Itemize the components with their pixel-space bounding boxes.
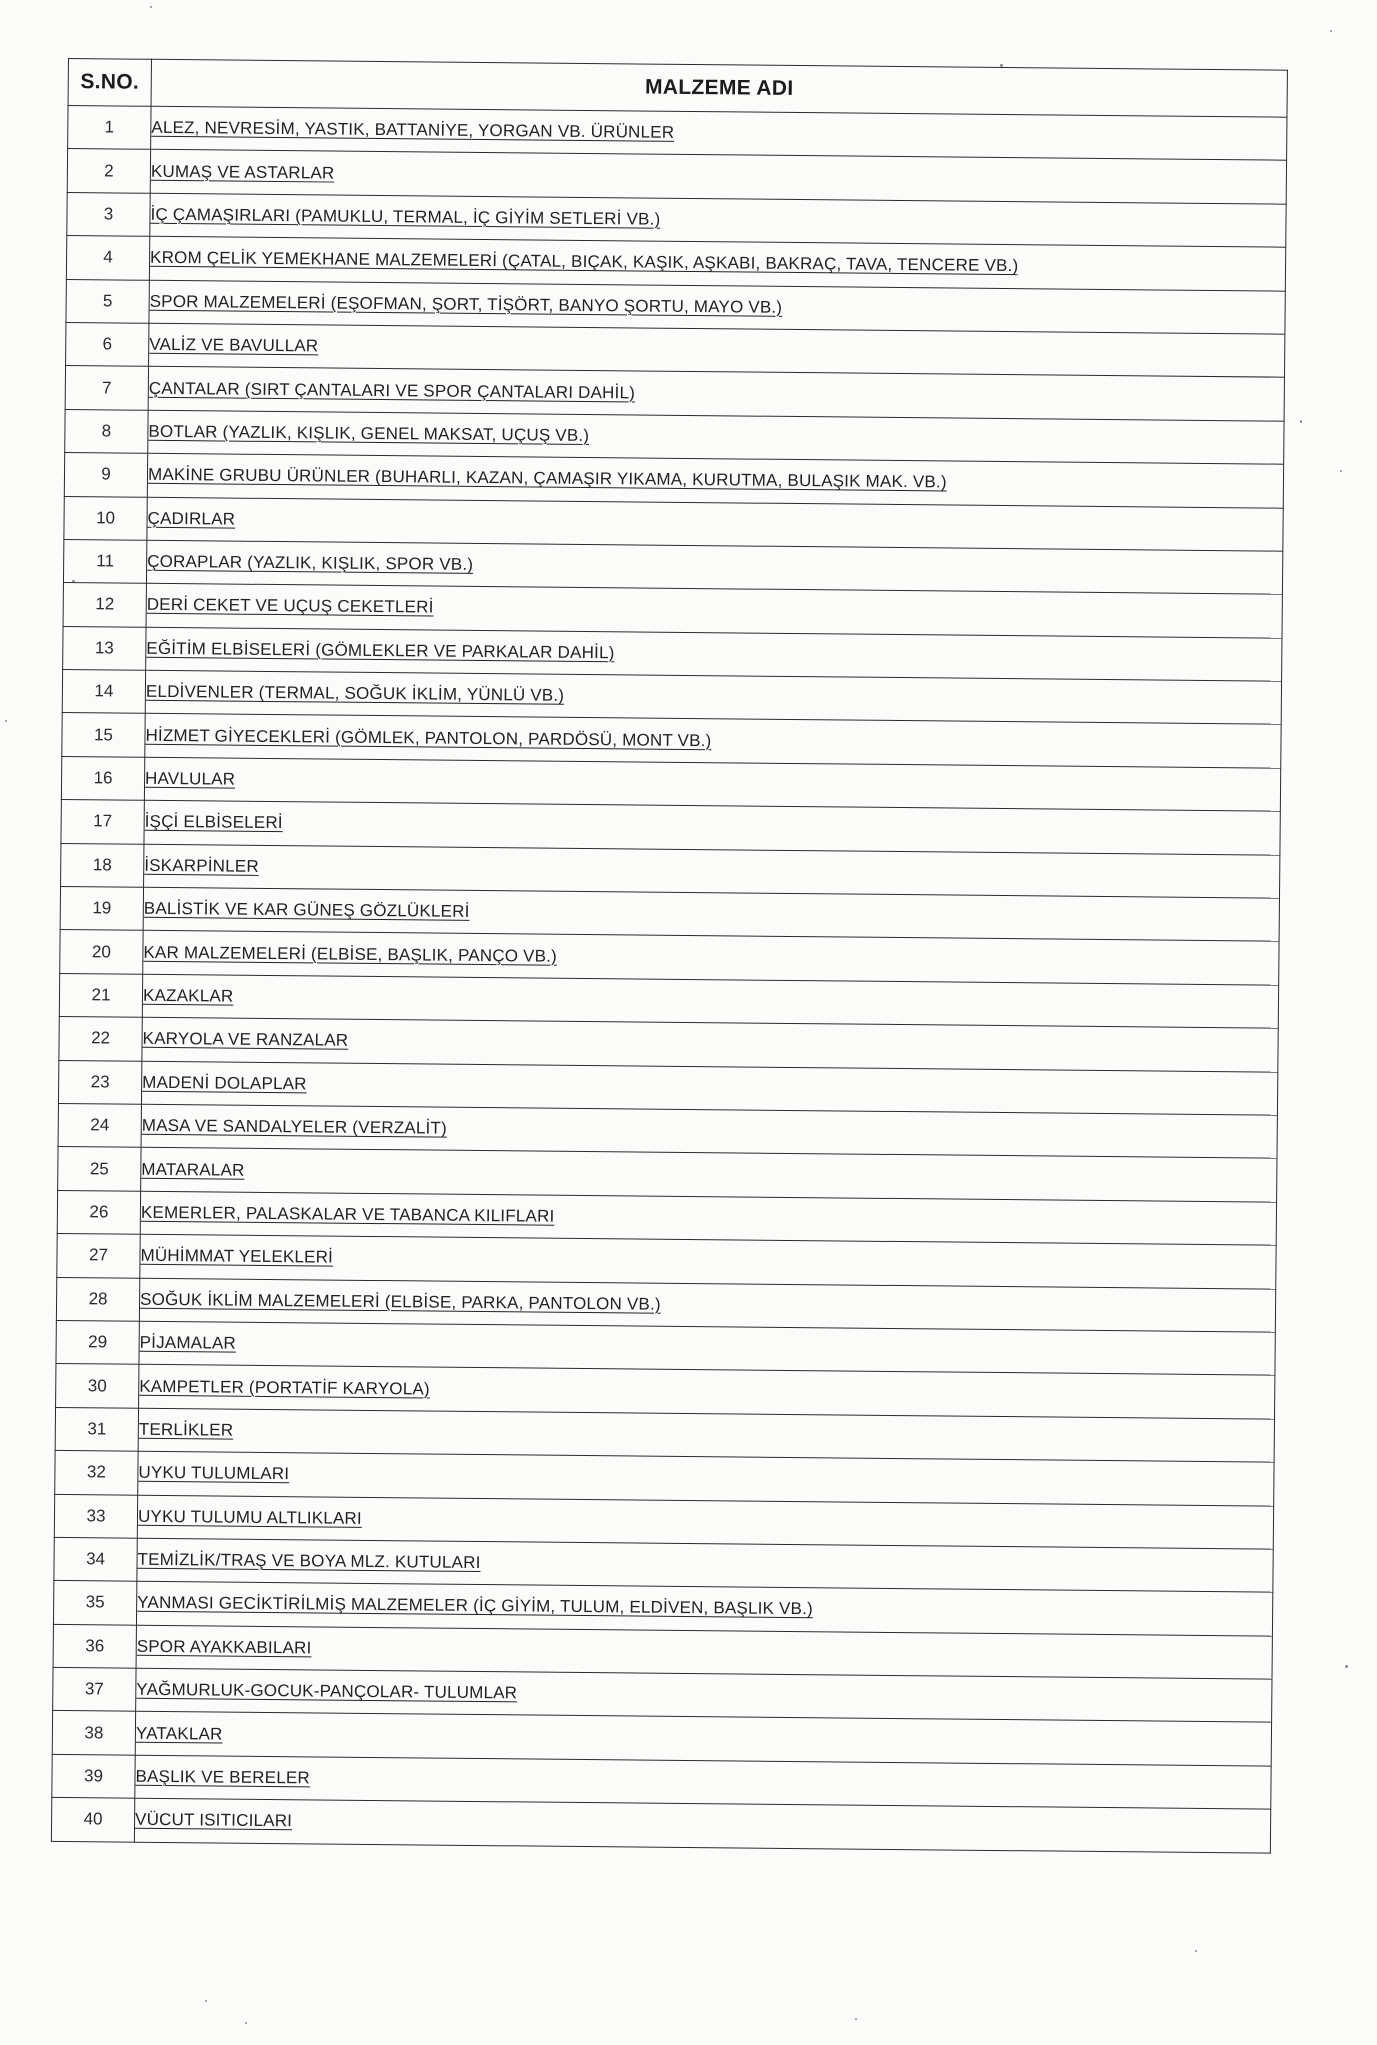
scan-speck bbox=[855, 2018, 857, 2020]
material-name: KAMPETLER (PORTATİF KARYOLA) bbox=[139, 1376, 430, 1399]
material-name: İSKARPİNLER bbox=[144, 855, 259, 876]
material-name: KROM ÇELİK YEMEKHANE MALZEMELERİ (ÇATAL, BIÇAK, KAŞIK, AŞKABI, BAKRAÇ, TAVA, TENCERE VB.) bbox=[149, 248, 1019, 276]
material-name: YANMASI GECİKTİRİLMİŞ MALZEMELER (İÇ GİYİM, TULUM, ELDİVEN, BAŞLIK VB.) bbox=[137, 1593, 814, 1619]
row-number: 3 bbox=[67, 192, 150, 236]
material-name: ÇANTALAR (SIRT ÇANTALARI VE SPOR ÇANTALARI DAHİL) bbox=[148, 378, 636, 402]
material-name: VÜCUT ISITICILARI bbox=[135, 1810, 293, 1831]
row-number: 25 bbox=[58, 1147, 141, 1191]
row-number: 40 bbox=[51, 1798, 134, 1842]
material-name: KAR MALZEMELERİ (ELBİSE, BAŞLIK, PANÇO VB.) bbox=[143, 942, 558, 966]
row-number: 7 bbox=[65, 366, 148, 410]
material-name: BOTLAR (YAZLIK, KIŞLIK, GENEL MAKSAT, UÇUŞ VB.) bbox=[148, 421, 590, 445]
material-name: SPOR AYAKKABILARI bbox=[136, 1636, 312, 1658]
row-number: 32 bbox=[55, 1451, 138, 1495]
row-number: 12 bbox=[63, 583, 146, 627]
material-list-table bbox=[51, 58, 1288, 1853]
scan-speck bbox=[72, 580, 75, 582]
material-name: SOĞUK İKLİM MALZEMELERİ (ELBİSE, PARKA, PANTOLON VB.) bbox=[139, 1289, 661, 1314]
row-number: 5 bbox=[66, 279, 149, 323]
material-name: YAĞMURLUK-GOCUK-PANÇOLAR- TULUMLAR bbox=[136, 1679, 518, 1703]
material-name: KUMAŞ VE ASTARLAR bbox=[150, 161, 335, 183]
material-name: ELDİVENLER (TERMAL, SOĞUK İKLİM, YÜNLÜ VB.) bbox=[145, 682, 565, 706]
row-number: 39 bbox=[52, 1754, 135, 1798]
material-name: MADENİ DOLAPLAR bbox=[142, 1072, 307, 1094]
row-number: 2 bbox=[67, 149, 150, 193]
material-name: ALEZ, NEVRESİM, YASTIK, BATTANİYE, YORGAN VB. ÜRÜNLER bbox=[151, 117, 675, 143]
material-name: VALİZ VE BAVULLAR bbox=[149, 334, 319, 356]
scan-speck bbox=[245, 2022, 247, 2024]
table-body bbox=[51, 106, 1287, 1853]
material-name: SPOR MALZEMELERİ (EŞOFMAN, ŞORT, TİŞÖRT, BANYO ŞORTU, MAYO VB.) bbox=[149, 291, 783, 317]
row-number: 33 bbox=[54, 1494, 137, 1538]
material-name: TEMİZLİK/TRAŞ VE BOYA MLZ. KUTULARI bbox=[137, 1549, 481, 1573]
row-number: 22 bbox=[59, 1017, 142, 1061]
scan-speck bbox=[1340, 470, 1342, 472]
material-name: ÇADIRLAR bbox=[147, 508, 236, 529]
row-number: 8 bbox=[65, 409, 148, 453]
row-number: 1 bbox=[68, 106, 151, 150]
header-sno: S.NO. bbox=[68, 59, 151, 107]
material-name: UYKU TULUMU ALTLIKLARI bbox=[137, 1506, 362, 1528]
material-name: TERLİKLER bbox=[138, 1419, 234, 1440]
row-number: 38 bbox=[52, 1711, 135, 1755]
row-number: 14 bbox=[62, 670, 145, 714]
row-number: 21 bbox=[59, 973, 142, 1017]
row-number: 26 bbox=[57, 1190, 140, 1234]
scan-speck bbox=[1195, 1950, 1197, 1952]
material-name: MATARALAR bbox=[141, 1159, 245, 1180]
material-name: YATAKLAR bbox=[135, 1723, 223, 1744]
row-number: 6 bbox=[66, 322, 149, 366]
material-name: UYKU TULUMLARI bbox=[138, 1463, 290, 1484]
header-material-name: MALZEME ADI bbox=[151, 59, 1287, 117]
row-number: 16 bbox=[61, 756, 144, 800]
row-number: 31 bbox=[55, 1407, 138, 1451]
row-number: 10 bbox=[64, 496, 147, 540]
material-name: BALİSTİK VE KAR GÜNEŞ GÖZLÜKLERİ bbox=[143, 898, 470, 922]
material-name: ÇORAPLAR (YAZLIK, KIŞLIK, SPOR VB.) bbox=[147, 551, 474, 575]
material-name: MÜHİMMAT YELEKLERİ bbox=[140, 1246, 334, 1267]
row-number: 37 bbox=[53, 1667, 136, 1711]
row-number: 4 bbox=[66, 236, 149, 280]
row-number: 30 bbox=[56, 1364, 139, 1408]
row-number: 11 bbox=[63, 539, 146, 583]
row-number: 17 bbox=[61, 800, 144, 844]
scan-speck bbox=[1300, 420, 1302, 423]
material-name: HİZMET GİYECEKLERİ (GÖMLEK, PANTOLON, PARDÖSÜ, MONT VB.) bbox=[145, 725, 712, 750]
material-name: İŞÇİ ELBİSELERİ bbox=[144, 812, 283, 833]
row-number: 27 bbox=[57, 1234, 140, 1278]
material-name: MAKİNE GRUBU ÜRÜNLER (BUHARLI, KAZAN, ÇAMAŞIR YIKAMA, KURUTMA, BULAŞIK MAK. VB.) bbox=[147, 465, 947, 492]
scan-speck bbox=[1330, 30, 1332, 32]
scan-speck bbox=[205, 2000, 207, 2002]
material-name: PİJAMALAR bbox=[139, 1332, 237, 1353]
row-number: 24 bbox=[58, 1103, 141, 1147]
row-number: 28 bbox=[56, 1277, 139, 1321]
material-name: MASA VE SANDALYELER (VERZALİT) bbox=[141, 1115, 448, 1138]
scan-speck bbox=[1345, 1665, 1348, 1668]
row-number: 23 bbox=[58, 1060, 141, 1104]
material-name: EĞİTİM ELBİSELERİ (GÖMLEKLER VE PARKALAR DAHİL) bbox=[146, 638, 615, 663]
material-name: KAZAKLAR bbox=[142, 985, 234, 1006]
material-name: KEMERLER, PALASKALAR VE TABANCA KILIFLARI bbox=[140, 1202, 555, 1226]
scan-speck bbox=[5, 720, 7, 722]
scan-speck bbox=[1000, 64, 1003, 67]
material-name: BAŞLIK VE BERELER bbox=[135, 1766, 311, 1788]
row-number: 15 bbox=[62, 713, 145, 757]
row-number: 19 bbox=[60, 886, 143, 930]
material-name: İÇ ÇAMAŞIRLARI (PAMUKLU, TERMAL, İÇ GİYİM SETLERİ VB.) bbox=[150, 204, 661, 229]
row-number: 34 bbox=[54, 1537, 137, 1581]
material-name: DERİ CEKET VE UÇUŞ CEKETLERİ bbox=[146, 595, 434, 618]
scan-speck bbox=[150, 6, 152, 8]
material-name: HAVLULAR bbox=[144, 768, 236, 789]
row-number: 9 bbox=[64, 453, 147, 497]
material-name: KARYOLA VE RANZALAR bbox=[142, 1029, 349, 1051]
row-number: 35 bbox=[53, 1581, 136, 1625]
row-number: 13 bbox=[63, 626, 146, 670]
row-number: 18 bbox=[61, 843, 144, 887]
row-number: 20 bbox=[60, 930, 143, 974]
row-number: 36 bbox=[53, 1624, 136, 1668]
row-number: 29 bbox=[56, 1320, 139, 1364]
